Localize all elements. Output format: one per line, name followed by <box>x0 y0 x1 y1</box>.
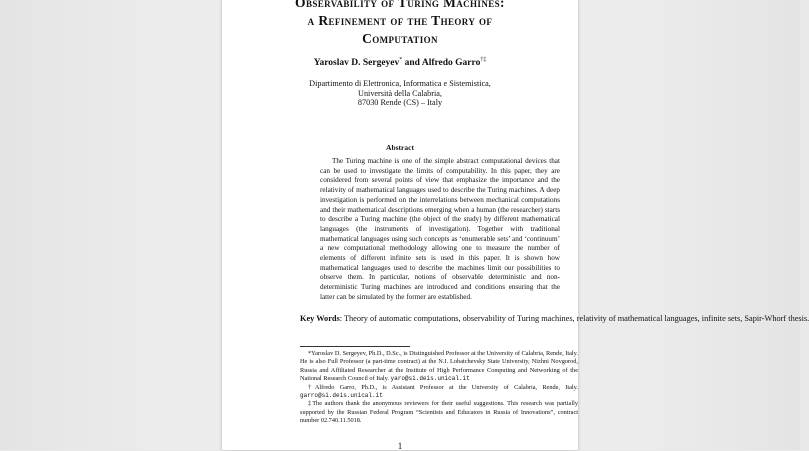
page-number: 1 <box>397 441 403 451</box>
author-garro-mark: †‡ <box>480 57 487 63</box>
footnote-sergeyev <box>300 350 578 384</box>
abstract-text: The Turing machine is one of the simple abstract computational devices that can be used to investigate the limits of computability. In this paper, they are considered from several points of view that emphasize the importance and the relativity of mathematical languages used to describe the Turing machines. A deep investigation is performed on the interrelations between mechanical computations and their mathematical descriptions emerging when a human (the researcher) starts to describe a Turing machine (the object of the study) by different mathematical languages (the instruments of investigation). Together with traditional mathematical languages using such concepts as ‘enumerable sets’ and ‘continuum’ a new computational methodology allowing one to measure the number of elements of different infinite sets is used in this paper. It is shown how mathematical languages used to describe the machines limit our possibilities to observe them. In particular, notions of observable deterministic and non-deterministic Turing machines are introduced and conditions ensuring that the latter can be simulated by the former are established. <box>320 157 560 301</box>
author-connector: and <box>404 58 420 69</box>
keywords-label: Key Words <box>300 314 340 323</box>
keywords-text: : Theory of automatic computations, observability of Turing machines, relativity of mathematical languages, infinite sets, Sapir-Whorf thesis. <box>339 314 809 323</box>
author-sergeyev-mark: * <box>399 57 403 63</box>
author-list <box>222 57 578 68</box>
keywords <box>300 314 809 325</box>
affiliation-line: 87030 Rende (CS) – Italy <box>357 98 443 108</box>
author-sergeyev: Yaroslav D. Sergeyev <box>313 58 400 69</box>
abstract-heading: Abstract <box>386 143 414 152</box>
footnote-rule <box>300 346 410 347</box>
affiliation-line: Università della Calabria, <box>358 88 442 98</box>
footnote-email[interactable]: yaro@si.deis.unical.it <box>390 375 470 383</box>
affiliation-line: Dipartimento di Elettronica, Informatica e Sistemistica, <box>309 79 491 88</box>
author-garro: Alfredo Garro <box>421 58 481 69</box>
paper-page <box>222 0 809 451</box>
footnotes <box>300 350 578 426</box>
title-line-2: a Refinement of the Theory of <box>307 13 493 28</box>
footnote-email[interactable]: garro@si.deis.unical.it <box>300 392 383 400</box>
footnote-text: ‡The authors thank the anonymous reviewers for their useful suggestions. This research was partially supported by the Russian Federal Program “Scientists and Educators in Russia of Innovations”, contract number 02.740.11.5018. <box>300 400 578 425</box>
footnote-text: *Yaroslav D. Sergeyev, Ph.D., D.Sc., is Distinguished Professor at the University of Calabria, Rende, Italy. He is also Full Professor (a part-time contract) at the N.I. Lobatchevsky State University, Nizhni Novgorod, Russia and Affiliated Researcher at the Institute of High Performance Computing and Networking of the National Research Council of Italy. <box>300 350 578 383</box>
title-line-1: Observability of Turing Machines: <box>295 0 505 10</box>
footnote-acknowledgement <box>300 400 578 425</box>
title-line-3: Computation <box>362 31 438 46</box>
footnote-garro <box>300 384 578 401</box>
footnote-text: †Alfredo Garro, Ph.D., is Assistant Professor at the University of Calabria, Rende, Italy. <box>308 383 578 391</box>
affiliation <box>222 79 578 108</box>
